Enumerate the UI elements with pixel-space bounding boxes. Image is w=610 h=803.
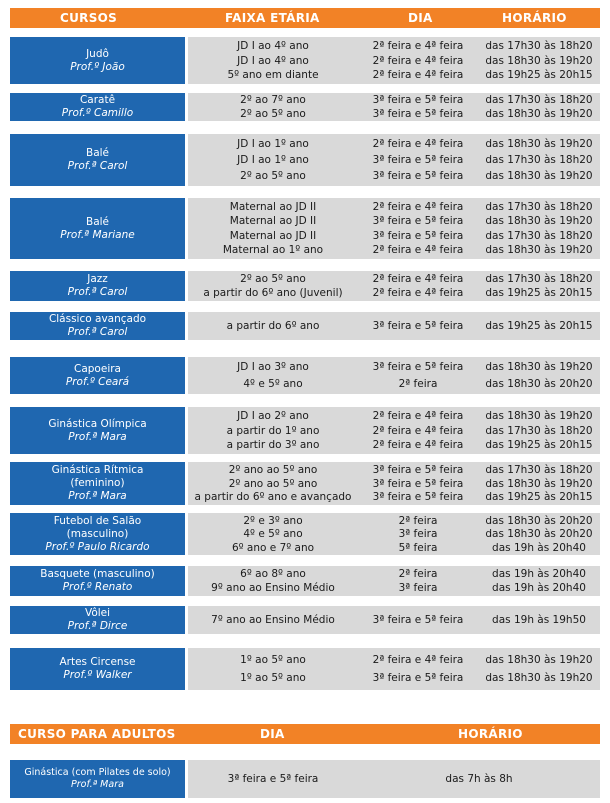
course-cell	[10, 462, 185, 505]
time-slot: das 17h30 às 18h20	[485, 463, 593, 476]
age-range: JD I ao 4º ano	[237, 39, 309, 52]
weekdays: 3ª feira e 5ª feira	[372, 491, 464, 504]
time-slot: das 18h30 às 20h20	[485, 528, 593, 540]
time-slot: das 18h30 às 19h20	[485, 244, 593, 257]
schedule-cell	[188, 271, 600, 301]
course-teacher: Prof.ª Dirce	[67, 620, 128, 632]
schedule-cell	[188, 407, 600, 454]
age-range: Maternal ao 1º ano	[222, 244, 324, 257]
weekdays: 2ª feira e 4ª feira	[372, 287, 464, 299]
weekdays: 2ª feira e 4ª feira	[372, 69, 464, 82]
schedule-line	[188, 55, 600, 67]
header-faixa-etaria: FAIXA ETÁRIA	[225, 11, 320, 25]
course-row	[10, 93, 600, 121]
weekdays: 3ª feira e 5ª feira	[372, 320, 464, 332]
age-range: 7º ano ao Ensino Médio	[211, 614, 335, 626]
weekdays: 3ª feira e 5ª feira	[372, 170, 464, 182]
schedule-line	[188, 614, 600, 626]
schedule-line	[188, 568, 600, 580]
course-teacher: Prof.º Ceará	[65, 375, 130, 388]
weekdays: 2ª feira e 4ª feira	[372, 654, 464, 666]
schedule-cell	[188, 198, 600, 259]
schedule-line	[188, 464, 600, 476]
weekdays: 2ª feira e 4ª feira	[372, 439, 464, 452]
course-teacher: Prof.º Walker	[63, 669, 132, 681]
time-slot: das 19h às 19h50	[492, 614, 586, 626]
time-slot: das 17h30 às 18h20	[485, 229, 593, 242]
course-name-qualifier: (masculino)	[66, 527, 129, 540]
schedule-line	[188, 491, 600, 503]
time-slot: das 18h30 às 19h20	[485, 477, 593, 490]
weekdays: 3ª feira e 5ª feira	[372, 215, 464, 228]
age-range: JD I ao 1º ano	[237, 154, 309, 166]
age-range: a partir do 6º ano e avançado	[194, 491, 352, 504]
header-dia: DIA	[408, 11, 433, 25]
schedule-line	[188, 244, 600, 256]
schedule-line	[188, 361, 600, 373]
course-teacher: Prof.ª Mariane	[60, 228, 135, 241]
schedule-cell	[188, 606, 600, 634]
weekdays: 3ª feira e 5ª feira	[372, 361, 464, 374]
course-teacher: Prof.ª Carol	[67, 326, 128, 338]
schedule-line	[188, 515, 600, 527]
course-row	[10, 198, 600, 259]
course-name: Capoeira	[74, 362, 121, 375]
schedule-cell	[188, 312, 600, 340]
weekdays: 2ª feira e 4ª feira	[372, 273, 464, 285]
age-range: 2º ao 7º ano	[240, 94, 306, 107]
time-slot: das 17h30 às 18h20	[485, 273, 593, 285]
course-cell	[10, 513, 185, 555]
course-row	[10, 606, 600, 634]
time-slot: das 19h às 20h40	[492, 582, 586, 594]
course-cell	[10, 606, 185, 634]
schedule-cell	[188, 93, 600, 121]
adult-day: 3ª feira e 5ª feira	[227, 773, 319, 785]
course-cell	[10, 407, 185, 454]
course-name: Jazz	[87, 273, 108, 285]
schedule-line	[188, 170, 600, 182]
course-name: Futebol de Salão	[53, 514, 142, 527]
weekdays: 5ª feira	[398, 541, 438, 554]
course-name: Ginástica Olímpica	[48, 417, 147, 430]
age-range: 4º e 5º ano	[243, 377, 303, 390]
schedule-line	[188, 425, 600, 437]
course-cell	[10, 93, 185, 121]
course-name-qualifier: (feminino)	[70, 477, 125, 489]
time-slot: das 17h30 às 18h20	[485, 94, 593, 107]
course-teacher: Prof.ª Mara	[68, 430, 127, 443]
age-range: 2º ano ao 5º ano	[228, 477, 318, 490]
course-name: Balé	[85, 215, 109, 228]
weekdays: 3ª feira e 5ª feira	[372, 672, 464, 684]
adult-header-dia: DIA	[260, 727, 285, 741]
time-slot: das 18h30 às 19h20	[485, 215, 593, 228]
adult-course-name: Ginástica (com Pilates de solo)	[24, 767, 171, 778]
course-cell	[10, 134, 185, 186]
age-range: Maternal ao JD II	[229, 229, 317, 242]
course-teacher: Prof.º Renato	[62, 581, 133, 593]
weekdays: 2ª feira e 4ª feira	[372, 244, 464, 257]
age-range: 2º ano ao 5º ano	[228, 463, 318, 476]
adult-course-row	[10, 760, 600, 798]
age-range: 1º ao 5º ano	[240, 672, 306, 684]
adult-info-cell	[188, 760, 600, 798]
course-row	[10, 462, 600, 505]
adult-course-teacher: Prof.ª Mara	[71, 779, 124, 790]
time-slot: das 19h25 às 20h15	[485, 287, 593, 299]
time-slot: das 18h30 às 20h20	[485, 377, 593, 390]
weekdays: 3ª feira e 5ª feira	[372, 154, 464, 166]
schedule-line	[188, 378, 600, 390]
schedule-line	[188, 230, 600, 242]
time-slot: das 17h30 às 18h20	[485, 154, 593, 166]
schedule-line	[188, 154, 600, 166]
course-teacher: Prof.ª Carol	[67, 160, 128, 172]
weekdays: 3ª feira e 5ª feira	[372, 614, 464, 626]
time-slot: das 18h30 às 19h20	[485, 672, 593, 684]
time-slot: das 18h30 às 19h20	[485, 409, 593, 422]
course-row	[10, 312, 600, 340]
time-slot: das 18h30 às 19h20	[485, 361, 593, 374]
weekdays: 3ª feira e 5ª feira	[372, 477, 464, 490]
course-name: Clássico avançado	[48, 313, 147, 325]
adult-time: das 7h às 8h	[445, 773, 513, 785]
schedule-line	[188, 439, 600, 451]
schedule-cell	[188, 37, 600, 84]
weekdays: 2ª feira e 4ª feira	[372, 409, 464, 422]
time-slot: das 19h às 20h40	[492, 568, 586, 580]
age-range: Maternal ao JD II	[229, 215, 317, 228]
weekdays: 2ª feira e 4ª feira	[372, 424, 464, 437]
schedule-line	[188, 69, 600, 81]
time-slot: das 18h30 às 19h20	[485, 654, 593, 666]
adult-course-cell	[10, 760, 185, 798]
age-range: 2º ao 5º ano	[240, 273, 306, 285]
age-range: 6º ano e 7º ano	[231, 541, 315, 554]
course-name: Caratê	[79, 94, 116, 106]
schedule-line	[188, 108, 600, 120]
weekdays: 2ª feira	[398, 568, 438, 580]
age-range: 1º ao 5º ano	[240, 654, 306, 666]
age-range: 5º ano em diante	[227, 69, 319, 82]
schedule-cell	[188, 566, 600, 596]
age-range: 4º e 5º ano	[243, 528, 303, 540]
course-name: Ginástica Rítmica	[51, 464, 144, 476]
age-range: a partir do 6º ano	[226, 320, 320, 332]
weekdays: 2ª feira e 4ª feira	[372, 200, 464, 213]
adult-header-curso: CURSO PARA ADULTOS	[18, 727, 176, 741]
time-slot: das 19h25 às 20h15	[485, 491, 593, 504]
weekdays: 3ª feira e 5ª feira	[372, 229, 464, 242]
schedule-header	[10, 8, 600, 28]
schedule-cell	[188, 357, 600, 394]
schedule-line	[188, 201, 600, 213]
course-teacher: Prof.º Paulo Ricardo	[45, 540, 150, 553]
schedule-line	[188, 528, 600, 540]
course-teacher: Prof.º Camillo	[61, 107, 134, 119]
course-name: Artes Circense	[59, 656, 136, 668]
time-slot: das 19h25 às 20h15	[485, 69, 593, 82]
age-range: Maternal ao JD II	[229, 200, 317, 213]
weekdays: 2ª feira e 4ª feira	[372, 54, 464, 67]
age-range: 2º e 3º ano	[243, 514, 303, 527]
course-name: Judô	[86, 47, 109, 60]
course-row	[10, 37, 600, 84]
time-slot: das 19h às 20h40	[492, 541, 586, 554]
schedule-cell	[188, 134, 600, 186]
course-row	[10, 566, 600, 596]
course-cell	[10, 198, 185, 259]
weekdays: 2ª feira	[398, 377, 438, 390]
header-cursos: CURSOS	[60, 11, 118, 25]
course-row	[10, 134, 600, 186]
course-teacher: Prof.ª Carol	[67, 286, 128, 298]
course-name: Balé	[85, 147, 109, 159]
weekdays: 2ª feira e 4ª feira	[372, 138, 464, 150]
time-slot: das 19h25 às 20h15	[485, 439, 593, 452]
age-range: JD I ao 2º ano	[237, 409, 309, 422]
age-range: 2º ao 5º ano	[240, 107, 306, 120]
time-slot: das 18h30 às 19h20	[485, 54, 593, 67]
weekdays: 2ª feira	[398, 514, 438, 527]
time-slot: das 18h30 às 19h20	[485, 138, 593, 150]
course-cell	[10, 312, 185, 340]
schedule-line	[188, 287, 600, 299]
header-horario: HORÁRIO	[502, 11, 567, 25]
time-slot: das 18h30 às 19h20	[485, 107, 593, 120]
schedule-line	[188, 320, 600, 332]
time-slot: das 18h30 às 20h20	[485, 514, 593, 527]
time-slot: das 17h30 às 18h20	[485, 200, 593, 213]
course-teacher: Prof.ª Mara	[68, 490, 127, 502]
weekdays: 3ª feira	[398, 528, 438, 540]
adult-header	[10, 724, 600, 744]
time-slot: das 18h30 às 19h20	[485, 170, 593, 182]
age-range: JD I ao 1º ano	[237, 138, 309, 150]
course-row	[10, 513, 600, 555]
course-row	[10, 648, 600, 690]
course-name: Basquete (masculino)	[40, 568, 155, 580]
course-cell	[10, 37, 185, 84]
schedule-line	[188, 40, 600, 52]
age-range: 2º ao 5º ano	[240, 170, 306, 182]
course-cell	[10, 648, 185, 690]
weekdays: 3ª feira e 5ª feira	[372, 94, 464, 107]
course-row	[10, 271, 600, 301]
schedule-line	[188, 410, 600, 422]
age-range: JD I ao 3º ano	[237, 361, 309, 374]
course-cell	[10, 271, 185, 301]
time-slot: das 19h25 às 20h15	[485, 320, 593, 332]
schedule-line	[188, 94, 600, 106]
course-row	[10, 407, 600, 454]
age-range: 9º ano ao Ensino Médio	[211, 582, 335, 594]
schedule-line	[188, 582, 600, 594]
schedule-line	[188, 273, 600, 285]
time-slot: das 17h30 às 18h20	[485, 424, 593, 437]
time-slot: das 17h30 às 18h20	[485, 39, 593, 52]
schedule-line	[188, 672, 600, 684]
age-range: 6º ao 8º ano	[240, 568, 306, 580]
weekdays: 3ª feira e 5ª feira	[372, 463, 464, 476]
schedule-cell	[188, 462, 600, 505]
age-range: a partir do 3º ano	[226, 439, 320, 452]
course-name: Vôlei	[84, 607, 111, 619]
schedule-line	[188, 654, 600, 666]
schedule-line	[188, 215, 600, 227]
adult-header-horario: HORÁRIO	[458, 727, 523, 741]
age-range: JD I ao 4º ano	[237, 54, 309, 67]
schedule-cell	[188, 648, 600, 690]
course-cell	[10, 566, 185, 596]
schedule-cell	[188, 513, 600, 555]
course-cell	[10, 357, 185, 394]
weekdays: 3ª feira e 5ª feira	[372, 107, 464, 120]
age-range: a partir do 1º ano	[226, 424, 320, 437]
weekdays: 3ª feira	[398, 582, 438, 594]
schedule-line	[188, 478, 600, 490]
course-row	[10, 357, 600, 394]
course-teacher: Prof.º João	[70, 60, 125, 73]
age-range: a partir do 6º ano (Juvenil)	[203, 287, 343, 299]
schedule-line	[188, 542, 600, 554]
schedule-line	[188, 138, 600, 150]
weekdays: 2ª feira e 4ª feira	[372, 39, 464, 52]
